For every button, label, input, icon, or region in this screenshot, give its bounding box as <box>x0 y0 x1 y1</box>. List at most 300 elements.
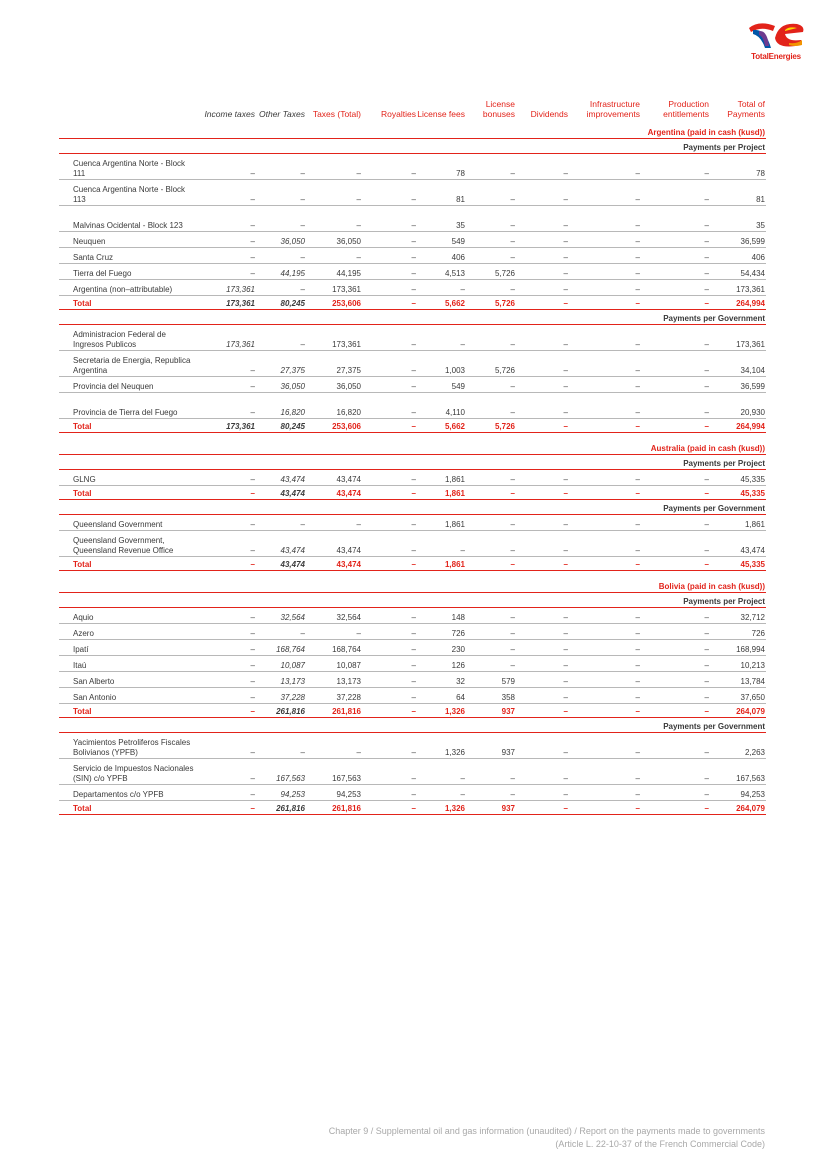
total-label: Total <box>59 704 198 718</box>
cell: – <box>306 624 362 640</box>
cell: – <box>198 640 256 656</box>
cell: – <box>641 640 710 656</box>
cell: – <box>516 531 569 557</box>
cell: 45,335 <box>710 486 766 500</box>
section-title: Payments per Government <box>59 310 766 325</box>
cell: 173,361 <box>198 296 256 310</box>
cell: – <box>198 608 256 624</box>
cell: – <box>362 624 417 640</box>
cell: – <box>306 248 362 264</box>
table-row <box>59 264 766 280</box>
row-label: Itaú <box>59 656 198 672</box>
cell: – <box>569 377 641 393</box>
cell: 726 <box>710 624 766 640</box>
cell: 230 <box>417 640 466 656</box>
total-label: Total <box>59 419 198 433</box>
row-label: Cuenca Argentina Norte - Block 113 <box>59 180 198 206</box>
cell: 36,050 <box>306 232 362 248</box>
section-title: Payments per Project <box>59 593 766 608</box>
cell: 549 <box>417 377 466 393</box>
cell: – <box>362 640 417 656</box>
cell: 253,606 <box>306 296 362 310</box>
cell: – <box>198 248 256 264</box>
row-label: Malvinas Ocidental - Block 123 <box>59 206 198 232</box>
cell: – <box>466 486 516 500</box>
cell: – <box>362 264 417 280</box>
cell: – <box>641 248 710 264</box>
cell: – <box>569 704 641 718</box>
cell: – <box>256 325 306 351</box>
cell: – <box>466 608 516 624</box>
cell: 173,361 <box>306 325 362 351</box>
col-license-bonuses: License bonuses <box>482 99 515 119</box>
cell: – <box>362 656 417 672</box>
cell: – <box>466 785 516 801</box>
table-row <box>59 325 766 351</box>
cell: – <box>569 733 641 759</box>
company-logo <box>745 18 807 64</box>
cell: – <box>256 154 306 180</box>
cell: 1,861 <box>417 557 466 571</box>
total-row <box>59 419 766 433</box>
cell: – <box>641 531 710 557</box>
cell: 264,994 <box>710 419 766 433</box>
cell: – <box>516 377 569 393</box>
row-label: Ipatí <box>59 640 198 656</box>
page-footer <box>329 1125 765 1151</box>
cell: 1,861 <box>710 515 766 531</box>
cell: – <box>569 232 641 248</box>
section-header-row <box>59 455 766 470</box>
footer-line-2: (Article L. 22-10-37 of the French Commercial Code) <box>555 1139 765 1149</box>
cell: 43,474 <box>306 557 362 571</box>
cell: – <box>516 785 569 801</box>
cell: 261,816 <box>256 801 306 815</box>
cell: 1,326 <box>417 801 466 815</box>
cell: 43,474 <box>306 486 362 500</box>
cell: – <box>362 470 417 486</box>
cell: 173,361 <box>710 325 766 351</box>
cell: 1,326 <box>417 704 466 718</box>
col-taxes-total: Taxes (Total) <box>312 108 361 119</box>
cell: – <box>641 704 710 718</box>
row-label: Argentina (non–attributable) <box>59 280 198 296</box>
cell: – <box>641 280 710 296</box>
table-row <box>59 280 766 296</box>
cell: 264,079 <box>710 801 766 815</box>
country-header-row <box>59 433 766 455</box>
cell: – <box>569 280 641 296</box>
cell: 45,335 <box>710 557 766 571</box>
cell: – <box>362 759 417 785</box>
cell: – <box>569 419 641 433</box>
cell: – <box>641 351 710 377</box>
cell: – <box>362 296 417 310</box>
cell: – <box>256 280 306 296</box>
total-row <box>59 704 766 718</box>
cell: – <box>641 656 710 672</box>
cell: – <box>466 759 516 785</box>
cell: – <box>516 351 569 377</box>
cell: – <box>198 515 256 531</box>
cell: – <box>198 486 256 500</box>
cell: – <box>569 656 641 672</box>
row-label: Provincia del Neuquen <box>59 377 198 393</box>
section-title: Payments per Project <box>59 139 766 154</box>
row-label: Neuquen <box>59 232 198 248</box>
cell: 35 <box>417 206 466 232</box>
cell: – <box>466 515 516 531</box>
cell: – <box>198 264 256 280</box>
cell: – <box>417 280 466 296</box>
cell: – <box>641 801 710 815</box>
cell: 37,650 <box>710 688 766 704</box>
cell: – <box>466 248 516 264</box>
cell: 32,564 <box>256 608 306 624</box>
cell: 406 <box>417 248 466 264</box>
table-row <box>59 180 766 206</box>
cell: – <box>516 419 569 433</box>
cell: 43,474 <box>256 486 306 500</box>
cell: – <box>198 801 256 815</box>
cell: – <box>569 180 641 206</box>
cell: 937 <box>466 733 516 759</box>
cell: – <box>569 785 641 801</box>
row-label: Provincia de Tierra del Fuego <box>59 393 198 419</box>
cell: – <box>198 785 256 801</box>
cell: – <box>198 759 256 785</box>
totalenergies-logo-icon <box>745 18 807 50</box>
cell: 36,599 <box>710 232 766 248</box>
country-title: Argentina (paid in cash (kusd)) <box>59 123 766 139</box>
cell: – <box>362 557 417 571</box>
cell: 173,361 <box>198 325 256 351</box>
cell: – <box>516 325 569 351</box>
cell: – <box>362 733 417 759</box>
cell: – <box>306 180 362 206</box>
cell: 549 <box>417 232 466 248</box>
cell: 32,564 <box>306 608 362 624</box>
table-row <box>59 154 766 180</box>
row-label: GLNG <box>59 470 198 486</box>
cell: – <box>466 624 516 640</box>
cell: – <box>641 759 710 785</box>
cell: – <box>466 656 516 672</box>
cell: 167,563 <box>256 759 306 785</box>
table-row <box>59 656 766 672</box>
cell: 43,474 <box>256 557 306 571</box>
cell: 579 <box>466 672 516 688</box>
cell: 94,253 <box>256 785 306 801</box>
cell: 32,712 <box>710 608 766 624</box>
cell: 726 <box>417 624 466 640</box>
col-production-entitlements: Production entitlements <box>663 99 709 119</box>
total-label: Total <box>59 801 198 815</box>
cell: – <box>198 232 256 248</box>
cell: – <box>641 154 710 180</box>
cell: 36,050 <box>256 232 306 248</box>
cell: – <box>569 248 641 264</box>
cell: 10,087 <box>306 656 362 672</box>
table-row <box>59 608 766 624</box>
brand-name: TotalEnergies <box>751 52 801 61</box>
cell: – <box>641 470 710 486</box>
cell: – <box>198 557 256 571</box>
cell: 173,361 <box>306 280 362 296</box>
cell: – <box>362 154 417 180</box>
cell: 5,662 <box>417 419 466 433</box>
cell: 173,361 <box>710 280 766 296</box>
table-row <box>59 531 766 557</box>
cell: – <box>362 801 417 815</box>
cell: 43,474 <box>306 531 362 557</box>
section-header-row <box>59 310 766 325</box>
cell: – <box>641 557 710 571</box>
country-title: Bolivia (paid in cash (kusd)) <box>59 571 766 593</box>
cell: – <box>569 351 641 377</box>
cell: 173,361 <box>198 280 256 296</box>
cell: – <box>641 733 710 759</box>
cell: – <box>362 377 417 393</box>
cell: – <box>198 377 256 393</box>
cell: – <box>569 264 641 280</box>
cell: – <box>362 351 417 377</box>
cell: 35 <box>710 206 766 232</box>
row-label: Administracion Federal de Ingresos Publicos <box>59 325 198 351</box>
row-label: San Alberto <box>59 672 198 688</box>
cell: – <box>198 656 256 672</box>
cell: – <box>569 624 641 640</box>
cell: 13,784 <box>710 672 766 688</box>
cell: 13,173 <box>306 672 362 688</box>
cell: – <box>569 486 641 500</box>
cell: – <box>641 180 710 206</box>
cell: 37,228 <box>306 688 362 704</box>
cell: – <box>569 470 641 486</box>
cell: – <box>569 393 641 419</box>
cell: – <box>516 515 569 531</box>
cell: – <box>516 154 569 180</box>
cell: – <box>466 232 516 248</box>
total-row <box>59 801 766 815</box>
col-other-taxes: Other Taxes <box>259 108 305 119</box>
cell: – <box>256 248 306 264</box>
cell: – <box>516 672 569 688</box>
section-title: Payments per Government <box>59 500 766 515</box>
cell: – <box>516 248 569 264</box>
cell: – <box>516 264 569 280</box>
cell: – <box>569 688 641 704</box>
cell: – <box>516 688 569 704</box>
cell: – <box>466 393 516 419</box>
cell: – <box>417 785 466 801</box>
section-header-row <box>59 718 766 733</box>
cell: – <box>569 206 641 232</box>
cell: 78 <box>417 154 466 180</box>
row-label: Queensland Government <box>59 515 198 531</box>
cell: – <box>641 325 710 351</box>
cell: 5,726 <box>466 419 516 433</box>
cell: 4,513 <box>417 264 466 280</box>
total-row <box>59 557 766 571</box>
cell: 937 <box>466 801 516 815</box>
cell: – <box>516 704 569 718</box>
cell: 27,375 <box>306 351 362 377</box>
cell: 148 <box>417 608 466 624</box>
cell: – <box>362 785 417 801</box>
cell: 78 <box>710 154 766 180</box>
cell: 13,173 <box>256 672 306 688</box>
cell: – <box>516 486 569 500</box>
table-row <box>59 206 766 232</box>
cell: 358 <box>466 688 516 704</box>
cell: – <box>516 180 569 206</box>
table-row <box>59 624 766 640</box>
cell: 168,994 <box>710 640 766 656</box>
cell: – <box>362 206 417 232</box>
cell: 168,764 <box>306 640 362 656</box>
cell: – <box>516 280 569 296</box>
cell: 43,474 <box>256 470 306 486</box>
cell: – <box>362 280 417 296</box>
table-row <box>59 759 766 785</box>
table-body <box>59 123 766 815</box>
cell: – <box>198 733 256 759</box>
cell: – <box>362 688 417 704</box>
cell: – <box>516 624 569 640</box>
cell: – <box>198 672 256 688</box>
row-label: Queensland Government, Queensland Revenue Office <box>59 531 198 557</box>
cell: 94,253 <box>710 785 766 801</box>
cell: 10,213 <box>710 656 766 672</box>
cell: 10,087 <box>256 656 306 672</box>
cell: – <box>516 393 569 419</box>
cell: – <box>641 232 710 248</box>
table-row <box>59 672 766 688</box>
cell: 5,662 <box>417 296 466 310</box>
col-total-of-payments: Total of Payments <box>727 99 765 119</box>
cell: 264,994 <box>710 296 766 310</box>
cell: 80,245 <box>256 296 306 310</box>
table-row <box>59 640 766 656</box>
cell: 20,930 <box>710 393 766 419</box>
cell: – <box>198 351 256 377</box>
cell: – <box>516 296 569 310</box>
cell: – <box>306 515 362 531</box>
cell: – <box>641 688 710 704</box>
cell: – <box>516 656 569 672</box>
section-header-row <box>59 500 766 515</box>
cell: 168,764 <box>256 640 306 656</box>
cell: – <box>256 180 306 206</box>
cell: – <box>198 206 256 232</box>
cell: – <box>466 470 516 486</box>
cell: – <box>641 419 710 433</box>
table-row <box>59 248 766 264</box>
cell: 406 <box>710 248 766 264</box>
total-row <box>59 486 766 500</box>
cell: 1,003 <box>417 351 466 377</box>
header-row <box>59 97 766 123</box>
table-row <box>59 733 766 759</box>
table-row <box>59 377 766 393</box>
col-infrastructure-improvements: Infrastructure improvements <box>586 99 640 119</box>
cell: 16,820 <box>256 393 306 419</box>
cell: 264,079 <box>710 704 766 718</box>
cell: 37,228 <box>256 688 306 704</box>
cell: 36,050 <box>256 377 306 393</box>
cell: 5,726 <box>466 351 516 377</box>
cell: – <box>641 785 710 801</box>
table-row <box>59 351 766 377</box>
col-royalties: Royalties <box>381 108 416 119</box>
cell: – <box>417 531 466 557</box>
country-header-row <box>59 123 766 139</box>
cell: – <box>362 232 417 248</box>
total-label: Total <box>59 486 198 500</box>
section-header-row <box>59 139 766 154</box>
total-row <box>59 296 766 310</box>
cell: 261,816 <box>256 704 306 718</box>
cell: 253,606 <box>306 419 362 433</box>
cell: – <box>198 470 256 486</box>
cell: – <box>569 640 641 656</box>
cell: – <box>569 154 641 180</box>
cell: – <box>417 325 466 351</box>
cell: – <box>516 232 569 248</box>
cell: – <box>466 206 516 232</box>
cell: 81 <box>710 180 766 206</box>
cell: – <box>641 393 710 419</box>
table-row <box>59 785 766 801</box>
cell: – <box>256 624 306 640</box>
cell: 94,253 <box>306 785 362 801</box>
cell: – <box>466 531 516 557</box>
cell: – <box>569 557 641 571</box>
cell: – <box>198 531 256 557</box>
cell: 43,474 <box>710 531 766 557</box>
cell: – <box>362 180 417 206</box>
cell: – <box>256 733 306 759</box>
row-label: Aquio <box>59 608 198 624</box>
cell: 27,375 <box>256 351 306 377</box>
total-label: Total <box>59 557 198 571</box>
label-column-header <box>59 97 198 123</box>
cell: – <box>362 393 417 419</box>
row-label: Departamentos c/o YPFB <box>59 785 198 801</box>
cell: – <box>198 393 256 419</box>
cell: 34,104 <box>710 351 766 377</box>
cell: 937 <box>466 704 516 718</box>
cell: – <box>516 733 569 759</box>
cell: – <box>362 515 417 531</box>
cell: 1,861 <box>417 470 466 486</box>
cell: – <box>516 206 569 232</box>
cell: – <box>466 377 516 393</box>
col-license-fees: License fees <box>417 108 465 119</box>
section-header-row <box>59 593 766 608</box>
cell: 36,050 <box>306 377 362 393</box>
cell: 45,335 <box>710 470 766 486</box>
cell: – <box>466 154 516 180</box>
cell: – <box>362 419 417 433</box>
cell: 36,599 <box>710 377 766 393</box>
cell: – <box>641 624 710 640</box>
payments-table <box>59 97 766 815</box>
cell: 173,361 <box>198 419 256 433</box>
cell: – <box>362 248 417 264</box>
cell: – <box>516 640 569 656</box>
